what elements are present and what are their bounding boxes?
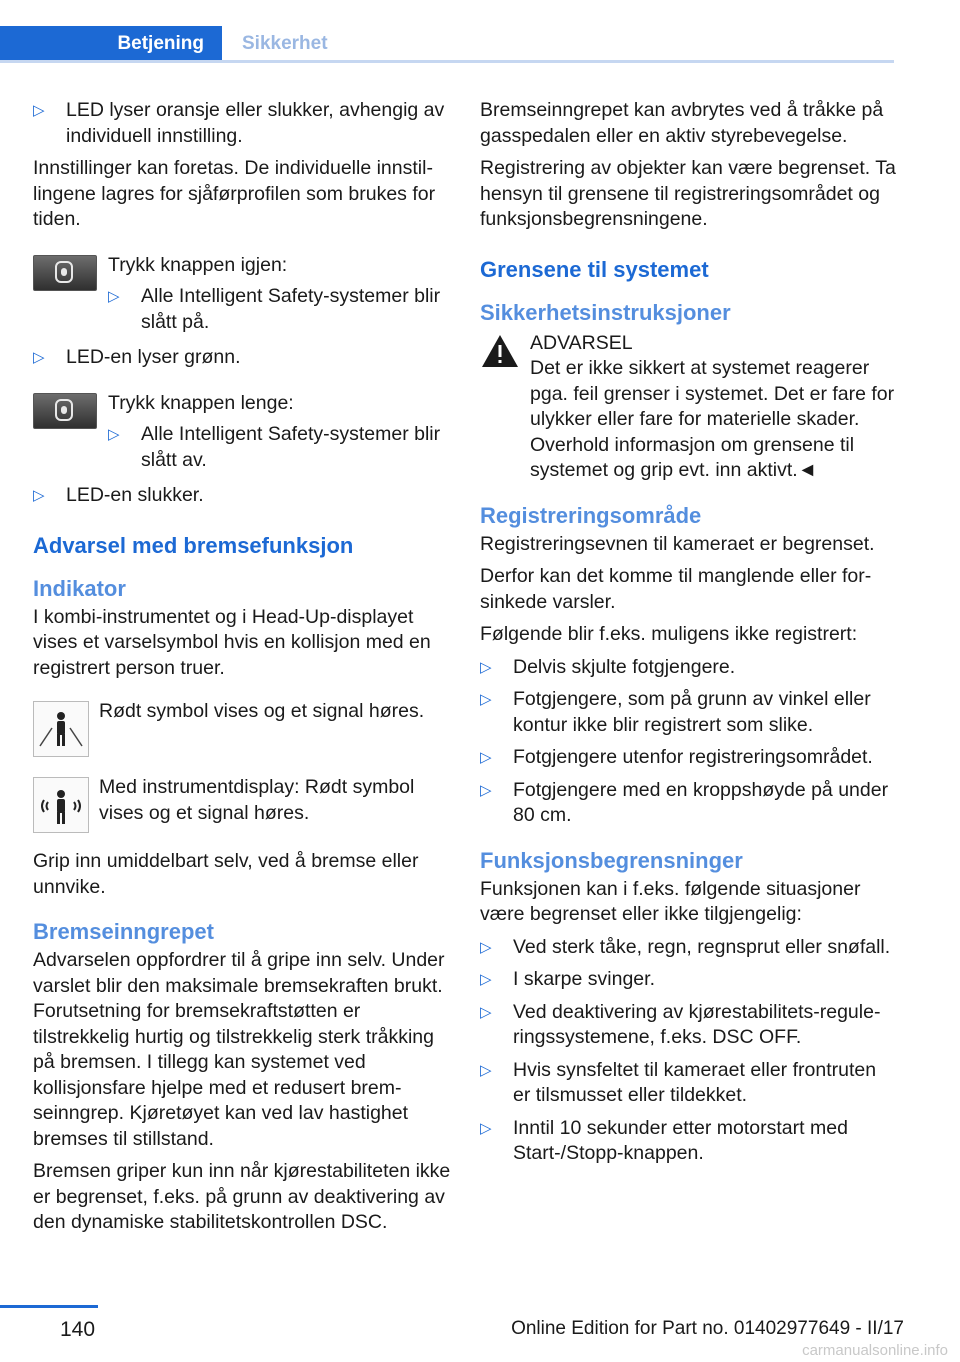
list-item: ▷ Inntil 10 sekunder etter motorstart med Start-/Stopp-knappen. bbox=[480, 1116, 848, 1164]
bullet-icon: ▷ bbox=[108, 426, 120, 443]
list-item: ▷ Alle Intelligent Safety-systemer blir slått på. bbox=[108, 285, 441, 333]
button-press-long-block bbox=[33, 391, 451, 474]
warning-text: Det er ikke sikkert at systemet reagerer pga. feil grenser i systemet. Det er fare for ulykker eller fare for materielle skader. Overhold informasjon om grensene til systemet og grip evt. inn aktivt.◄ bbox=[530, 357, 895, 481]
header-rule bbox=[0, 60, 894, 63]
bullet-icon: ▷ bbox=[33, 349, 45, 366]
list-item: ▷ Alle Intelligent Safety-systemer blir slått av. bbox=[108, 423, 441, 471]
page-header bbox=[0, 0, 960, 64]
tab-betjening[interactable]: Betjening bbox=[0, 26, 222, 62]
bullet-icon: ▷ bbox=[480, 691, 492, 708]
left-column bbox=[33, 98, 451, 1243]
tab-sikkerhet[interactable]: Sikkerhet bbox=[242, 33, 328, 54]
red-symbol-text: Rødt symbol vises og et signal høres. bbox=[99, 700, 425, 722]
paragraph: Innstillinger kan foretas. De individuelle innstillingene lagres for sjåførprofilen som brukes for tiden. bbox=[33, 157, 436, 230]
paragraph: Bremseinngrepet kan avbrytes ved å tråkke på gasspedalen eller en aktiv styrebevegelse. bbox=[480, 99, 884, 147]
subsection-heading: Bremseinngrepet bbox=[33, 919, 214, 944]
intelligent-safety-button-icon bbox=[33, 255, 97, 291]
bullet-icon: ▷ bbox=[480, 749, 492, 766]
paragraph: Bremsen griper kun inn når kjørestabiliteten ikke er begrenset, f.eks. på grunn av deaktivering av den dynamiske stabilitetskontrollen DSC. bbox=[33, 1160, 451, 1233]
watermark: carmanualsonline.info bbox=[802, 1342, 948, 1359]
right-column bbox=[480, 98, 896, 1174]
list-item: ▷ Ved deaktivering av kjørestabilitets-reguleringssystemene, f.eks. DSC OFF. bbox=[480, 1000, 881, 1048]
bullet-icon: ▷ bbox=[480, 1119, 492, 1137]
footer-rule bbox=[0, 1305, 98, 1308]
subsection-heading: Indikator bbox=[33, 575, 126, 601]
warning-title: ADVARSEL bbox=[530, 331, 633, 354]
list-item: ▷ LED-en slukker. bbox=[33, 483, 451, 509]
instruction-text: Trykk knappen lenge: bbox=[108, 391, 294, 414]
instrument-display-block bbox=[33, 775, 451, 833]
edition-text: Online Edition for Part no. 01402977649 - II/17 bbox=[511, 1318, 904, 1339]
paragraph: Funksjonen kan i f.eks. følgende situasjoner være begrenset eller ikke tilgjengelig: bbox=[480, 877, 861, 925]
list-item: ▷ LED lyser oransje eller slukker, avhengig av individuell innstilling. bbox=[33, 99, 445, 147]
paragraph: Registrering av objekter kan være begrenset. Ta hensyn til grensene til registreringsområdet og funksjonsbegrensningene. bbox=[480, 157, 896, 230]
bullet-icon: ▷ bbox=[480, 971, 492, 988]
red-symbol-block bbox=[33, 699, 451, 757]
bullet-icon: ▷ bbox=[33, 102, 45, 119]
paragraph: Grip inn umiddelbart selv, ved å bremse eller unnvike. bbox=[33, 850, 419, 898]
paragraph: I kombi-instrumentet og i Head-Up-displayet vises et varselsymbol hvis en kollisjon med en registrert person truer. bbox=[33, 605, 431, 679]
list-item: ▷ Hvis synsfeltet til kameraet eller frontruten er tilsmusset eller tildekket. bbox=[480, 1058, 877, 1106]
instrument-display-text: Med instrumentdisplay: Rødt symbol vises og et signal høres. bbox=[99, 776, 415, 824]
bullet-icon: ▷ bbox=[108, 288, 120, 305]
list-item: ▷ Fotgjengere utenfor registreringsområdet. bbox=[480, 745, 896, 771]
section-heading: Grensene til systemet bbox=[480, 256, 709, 282]
list-item: ▷ I skarpe svinger. bbox=[480, 967, 896, 993]
pedestrian-warning-icon bbox=[33, 701, 89, 757]
list-item: ▷ Delvis skjulte fotgjengere. bbox=[480, 655, 896, 681]
list-item: ▷ Fotgjengere med en kroppshøyde på under 80 cm. bbox=[480, 778, 889, 826]
paragraph: Registreringsevnen til kameraet er begrenset. bbox=[480, 532, 875, 555]
paragraph: Derfor kan det komme til manglende eller forsinkede varsler. bbox=[480, 565, 872, 613]
bullet-icon: ▷ bbox=[480, 658, 492, 676]
list-item: ▷ LED-en lyser grønn. bbox=[33, 345, 451, 371]
button-press-again-block bbox=[33, 253, 451, 336]
warning-triangle-icon bbox=[480, 333, 520, 369]
pedestrian-signal-icon bbox=[33, 777, 89, 833]
paragraph: Advarselen oppfordrer til å gripe inn selv. Under varslet blir den maksimale bremsekraften brukt. Forutsetning for bremsekraftstøtten er tilstrekkelig hurtig og tilstrekkelig sterk tråkking på bremsen. I tillegg kan systemet ved kollisjonsfare hjelpe med et redusert bremseinngrep. Kjøretøyet kan ved lav hastighet bremses til stillstand. bbox=[33, 949, 445, 1150]
intelligent-safety-button-icon bbox=[33, 393, 97, 429]
warning-block bbox=[480, 331, 896, 484]
list-item: ▷ Fotgjengere, som på grunn av vinkel eller kontur ikke blir registrert som slike. bbox=[480, 688, 871, 736]
page-number: 140 bbox=[60, 1318, 96, 1341]
subsection-heading: Funksjonsbegrensninger bbox=[480, 847, 743, 873]
bullet-icon: ▷ bbox=[480, 938, 492, 956]
paragraph: Følgende blir f.eks. muligens ikke registrert: bbox=[480, 623, 858, 645]
section-heading: Advarsel med bremsefunksjon bbox=[33, 532, 354, 558]
instruction-text: Trykk knappen igjen: bbox=[108, 253, 288, 276]
bullet-icon: ▷ bbox=[480, 781, 492, 799]
subsection-heading: Registreringsområde bbox=[480, 502, 702, 528]
bullet-icon: ▷ bbox=[33, 487, 45, 504]
bullet-icon: ▷ bbox=[480, 1003, 492, 1021]
subsection-heading: Sikkerhetsinstruksjoner bbox=[480, 299, 731, 325]
list-item: ▷ Ved sterk tåke, regn, regnsprut eller snøfall. bbox=[480, 935, 896, 961]
bullet-icon: ▷ bbox=[480, 1061, 492, 1079]
